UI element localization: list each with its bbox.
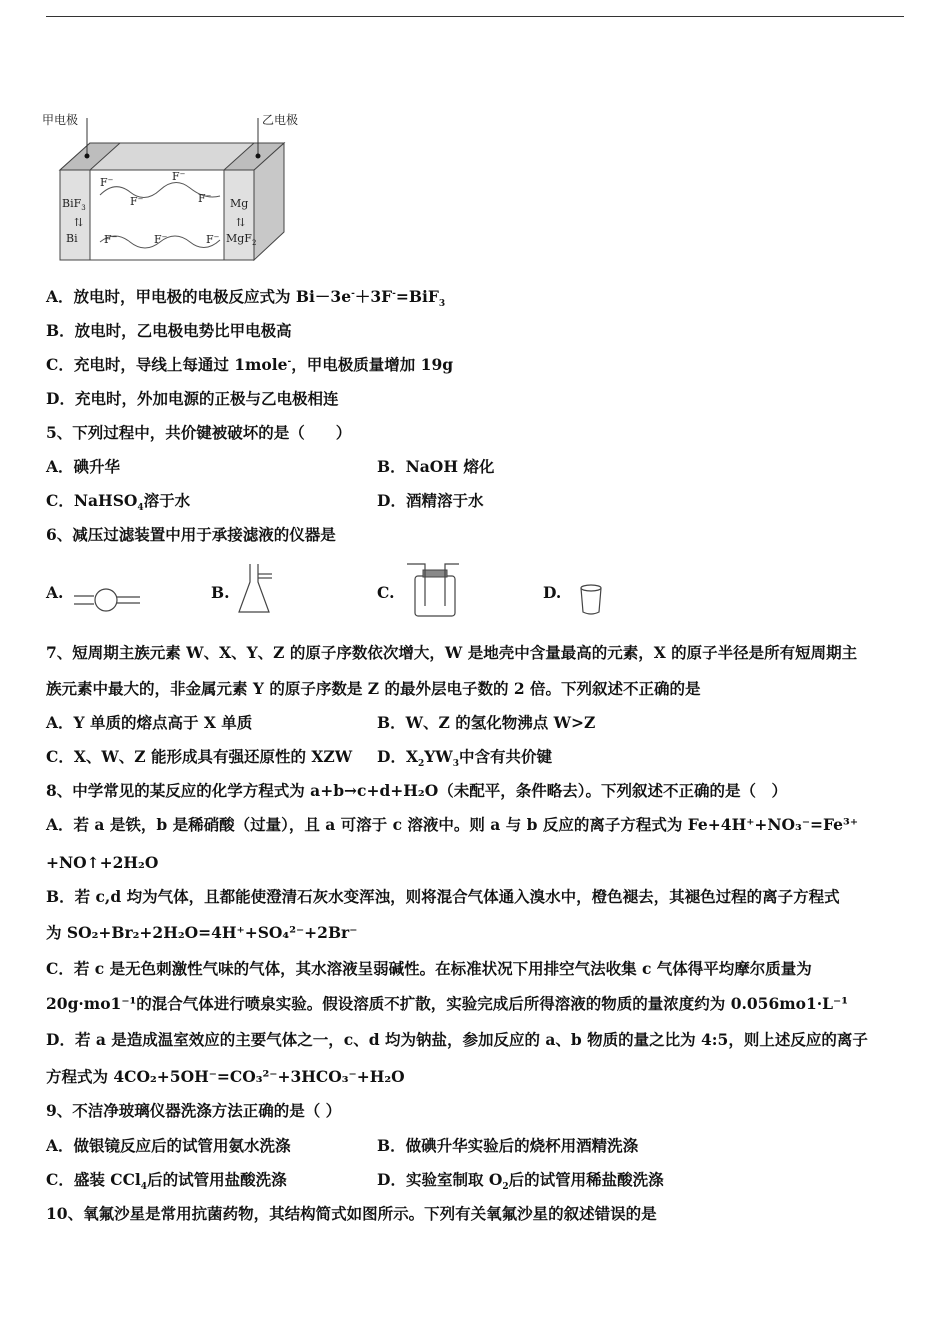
- q8-option-d-line1: D．若 a 是造成温室效应的主要气体之一，c、d 均为钠盐，参加反应的 a、b 物质的量之比为 4:5，则上述反应的离子: [46, 1030, 868, 1049]
- q10-stem: 10、氧氟沙星是常用抗菌药物，其结构简式如图所示。下列有关氧氟沙星的叙述错误的是: [46, 1204, 657, 1223]
- electrode-label-bif3: BiF$_3$: [62, 197, 86, 212]
- q7-option-c: C．X、W、Z 能形成具有强还原性的 XZW: [46, 747, 353, 766]
- q9-stem: 9、不洁净玻璃仪器洗涤方法正确的是（ ）: [46, 1101, 342, 1120]
- q9-option-d: D．实验室制取 $O_2$后的试管用稀盐酸洗涤: [377, 1170, 664, 1193]
- q4-option-c: C．充电时，导线上每通过 1mole-，甲电极质量增加 19g: [46, 355, 454, 374]
- electrode-label-mg: Mg: [230, 197, 249, 210]
- q6-label-b: B.: [211, 583, 230, 602]
- ion-label: F−: [198, 192, 212, 205]
- ion-label: F−: [100, 176, 114, 189]
- q5-option-c: C．NaHSO$_4$溶于水: [46, 491, 191, 514]
- suction-flask-icon: [236, 562, 276, 616]
- q7-stem-line1: 7、短周期主族元素 W、X、Y、Z 的原子序数依次增大，W 是地壳中含量最高的元素，X 的原子半径是所有短周期主: [46, 643, 858, 662]
- ion-label: F−: [154, 233, 168, 246]
- q9-option-a: A．做银镜反应后的试管用氨水洗涤: [46, 1136, 291, 1155]
- electrode-label-bi: Bi: [66, 232, 78, 245]
- q8-option-b-line2: 为 SO₂+Br₂+2H₂O=4H⁺+SO₄²⁻+2Br⁻: [46, 923, 358, 942]
- q4-option-a: A．放电时，甲电极的电极反应式为 Bi－3e-＋3F-=BiF$_3$: [46, 287, 446, 310]
- q5-option-a: A．碘升华: [46, 457, 121, 476]
- q8-option-d-line2: 方程式为 4CO₂+5OH⁻=CO₃²⁻+3HCO₃⁻+H₂O: [46, 1067, 405, 1086]
- q8-option-b-line1: B．若 c,d 均为气体，且都能使澄清石灰水变浑浊，则将混合气体通入溴水中，橙色褪去，其褪色过程的离子方程式: [46, 887, 840, 906]
- label-yi: 乙电极: [262, 113, 299, 127]
- q5-option-b: B．NaOH 熔化: [377, 457, 495, 476]
- label-jia: 甲电极: [42, 113, 79, 127]
- ion-label: F−: [206, 233, 220, 246]
- header-rule: [46, 16, 904, 17]
- q5-option-d: D．酒精溶于水: [377, 491, 484, 510]
- q7-option-d: D．$X_2YW_3$中含有共价键: [377, 747, 552, 770]
- ion-label: F−: [172, 170, 186, 183]
- q8-option-c-line1: C．若 c 是无色刺激性气味的气体，其水溶液呈弱碱性。在标准状况下用排空气法收集 c 气体得平均摩尔质量为: [46, 959, 812, 978]
- gas-washing-bottle-icon: [405, 560, 461, 618]
- ion-label: F−: [130, 195, 144, 208]
- q6-stem: 6、减压过滤装置中用于承接滤液的仪器是: [46, 525, 336, 544]
- battery-diagram: [40, 110, 310, 270]
- ion-label: F−: [104, 233, 118, 246]
- electrode-label-mgf2: MgF$_2$: [226, 232, 257, 247]
- q4-option-b: B．放电时，乙电极电势比甲电极高: [46, 321, 292, 340]
- q6-label-c: C.: [377, 583, 395, 602]
- q7-option-a: A．Y 单质的熔点高于 X 单质: [46, 713, 253, 732]
- q8-stem: 8、中学常见的某反应的化学方程式为 a+b→c+d+H₂O（未配平，条件略去）。下列叙述不正确的是（ ）: [46, 781, 787, 800]
- q9-option-c: C．盛装 CCl$_4$后的试管用盐酸洗涤: [46, 1170, 287, 1193]
- round-bottom-flask-icon: [72, 586, 144, 614]
- q7-option-b: B．W、Z 的氢化物沸点 W>Z: [377, 713, 596, 732]
- q5-stem: 5、下列过程中，共价键被破坏的是（ ）: [46, 423, 352, 442]
- q6-label-d: D.: [543, 583, 562, 602]
- q8-option-a-line2: +NO↑+2H₂O: [46, 853, 159, 872]
- q4-option-d: D．充电时，外加电源的正极与乙电极相连: [46, 389, 339, 408]
- q6-label-a: A.: [46, 583, 64, 602]
- q8-option-c-line2: 20g·mo1⁻¹的混合气体进行喷泉实验。假设溶质不扩散，实验完成后所得溶液的物质的量浓度约为 0.056mo1·L⁻¹: [46, 994, 849, 1013]
- svg-text:⇅: ⇅: [236, 216, 246, 229]
- q7-stem-line2: 族元素中最大的，非金属元素 Y 的原子序数是 Z 的最外层电子数的 2 倍。下列叙述不正确的是: [46, 679, 701, 698]
- q9-option-b: B．做碘升华实验后的烧杯用酒精洗涤: [377, 1136, 639, 1155]
- beaker-icon: [578, 582, 604, 616]
- svg-text:⇅: ⇅: [74, 216, 84, 229]
- q8-option-a-line1: A．若 a 是铁，b 是稀硝酸（过量），且 a 可溶于 c 溶液中。则 a 与 b 反应的离子方程式为 Fe+4H⁺+NO₃⁻=Fe³⁺: [46, 815, 858, 834]
